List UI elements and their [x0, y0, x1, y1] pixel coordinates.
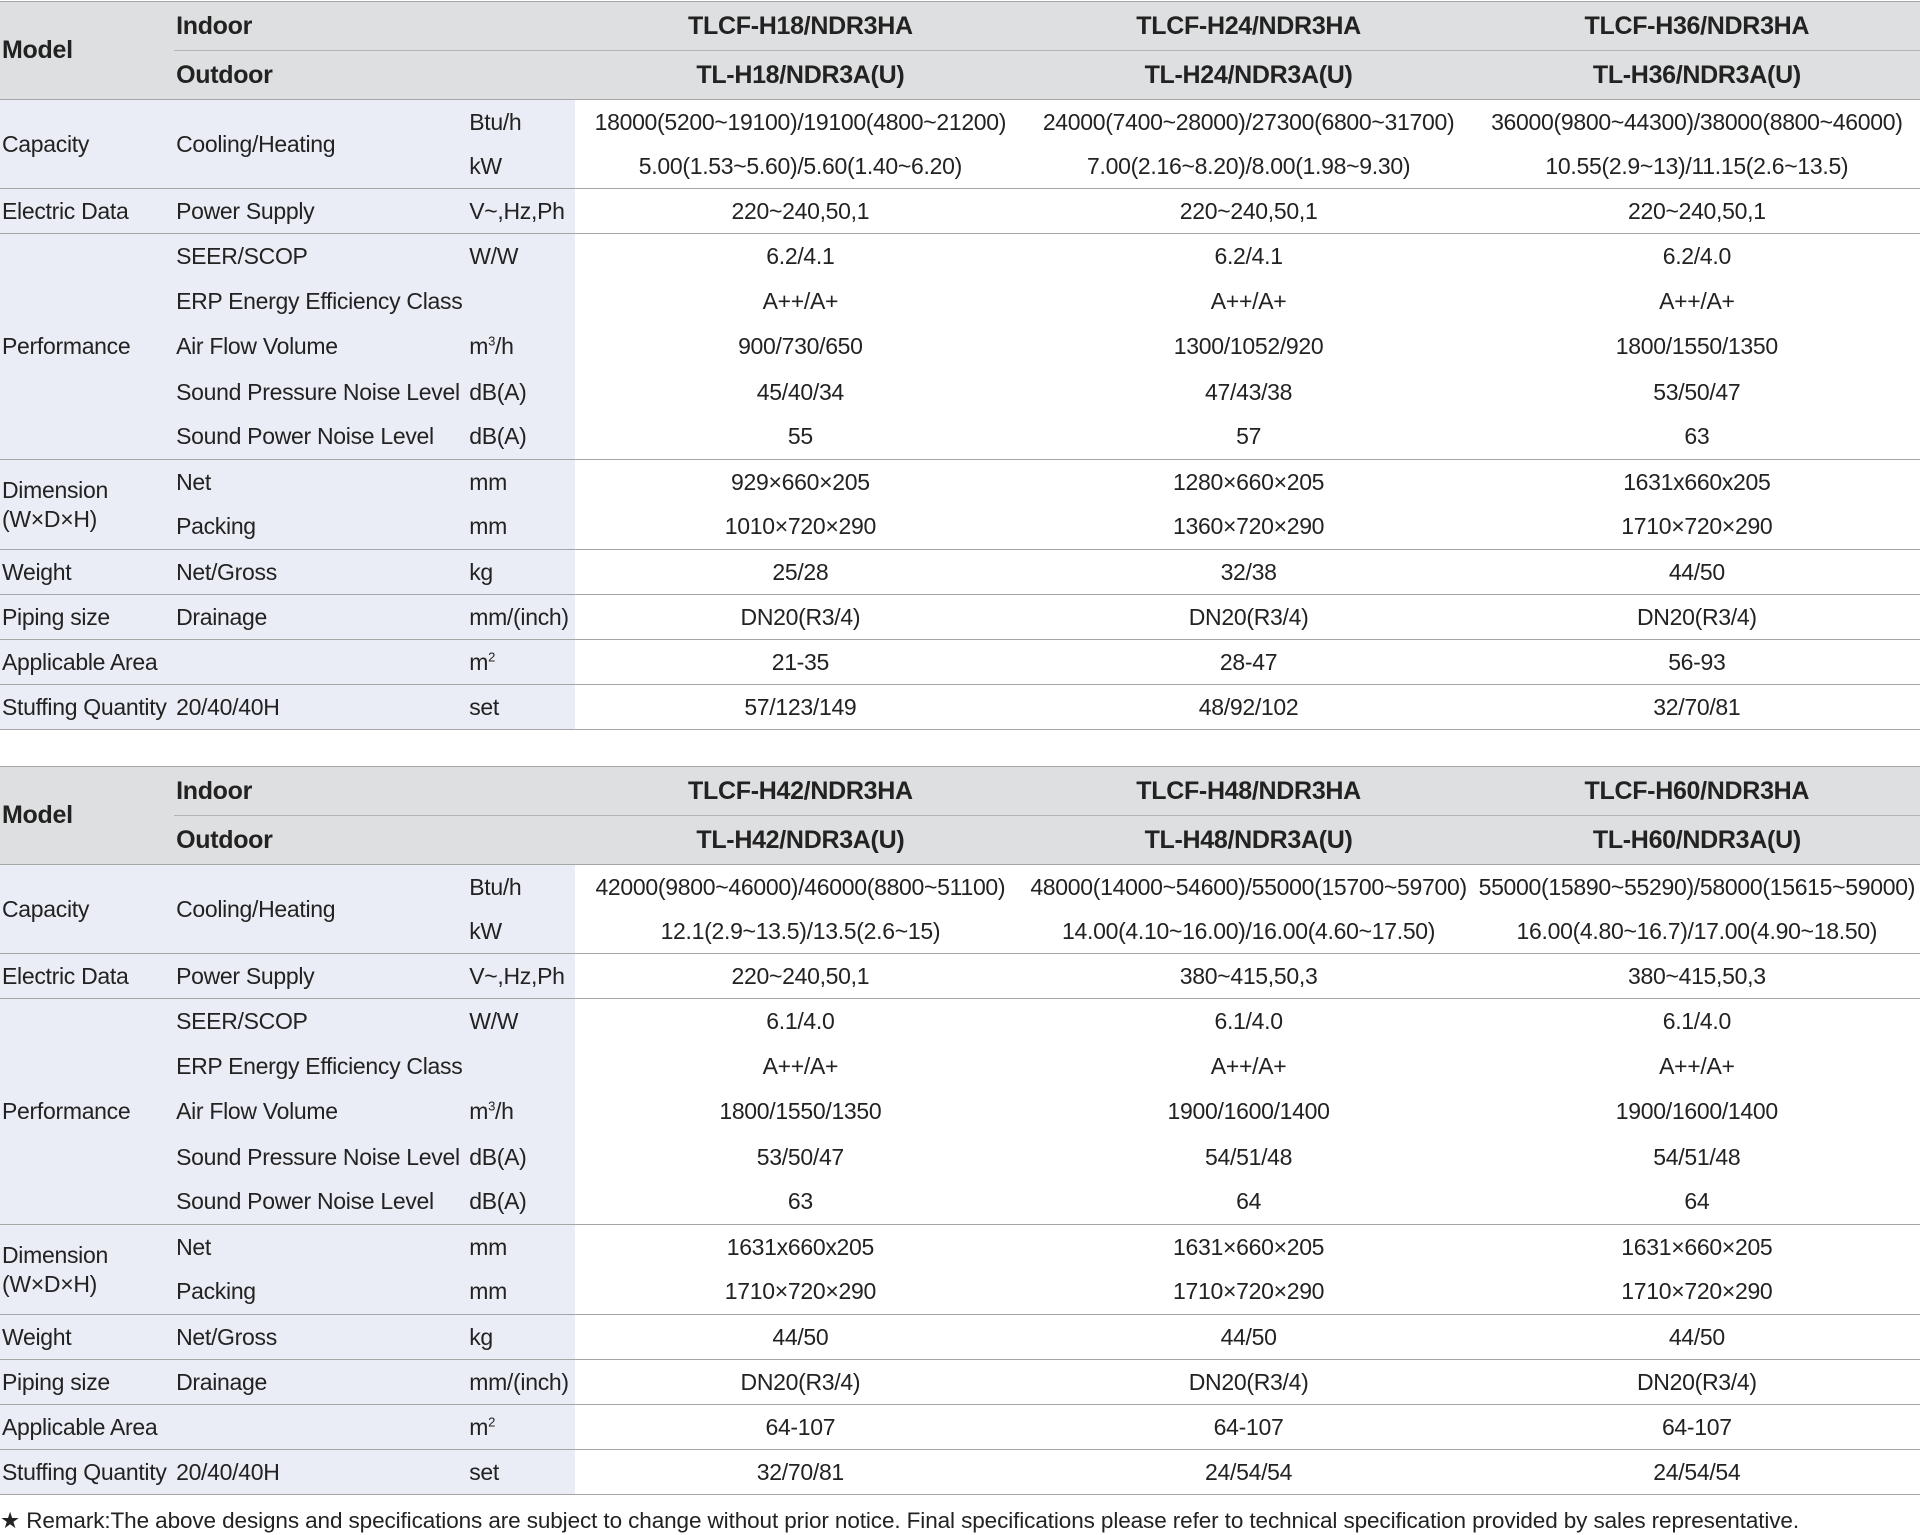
electric-data-label: Electric Data	[0, 189, 174, 234]
airflow-value: 1300/1052/920	[1023, 324, 1471, 370]
ww-unit: W/W	[467, 234, 575, 279]
drainage-value: DN20(R3/4)	[575, 1360, 1023, 1405]
area-value: 64-107	[1023, 1405, 1471, 1450]
packing-label: Packing	[174, 1270, 467, 1315]
outdoor-model: TL-H42/NDR3A(U)	[575, 816, 1023, 865]
power-supply-label: Power Supply	[174, 954, 467, 999]
sound-pressure-row	[0, 1135, 1920, 1180]
cooling-heating-label: Cooling/Heating	[174, 865, 467, 954]
power-value: 220~240,50,1	[575, 189, 1023, 234]
capacity-kw-value: 5.00(1.53~5.60)/5.60(1.40~6.20)	[575, 145, 1023, 189]
capacity-kw-value: 7.00(2.16~8.20)/8.00(1.98~9.30)	[1023, 145, 1471, 189]
packing-dim-value: 1710×720×290	[1023, 1270, 1471, 1315]
indoor-model: TLCF-H60/NDR3HA	[1472, 767, 1920, 816]
net-gross-label: Net/Gross	[174, 1315, 467, 1360]
indoor-model: TLCF-H24/NDR3HA	[1023, 2, 1471, 51]
performance-label: Performance	[0, 234, 174, 460]
air-flow-label: Air Flow Volume	[174, 1089, 467, 1135]
packing-dim-value: 1010×720×290	[575, 505, 1023, 550]
indoor-model: TLCF-H18/NDR3HA	[575, 2, 1023, 51]
net-dim-value: 1631×660×205	[1023, 1225, 1471, 1270]
indoor-model: TLCF-H36/NDR3HA	[1472, 2, 1920, 51]
cooling-heating-label: Cooling/Heating	[174, 100, 467, 189]
capacity-btu-value: 48000(14000~54600)/55000(15700~59700)	[1023, 865, 1471, 910]
drainage-value: DN20(R3/4)	[1472, 595, 1920, 640]
mm-unit: mm	[467, 1270, 575, 1315]
net-dim-value: 1280×660×205	[1023, 460, 1471, 505]
weight-value: 44/50	[575, 1315, 1023, 1360]
weight-row	[0, 550, 1920, 595]
spl-value: 54/51/48	[1472, 1135, 1920, 1180]
swl-value: 63	[1472, 415, 1920, 460]
packing-dim-value: 1360×720×290	[1023, 505, 1471, 550]
dba-unit: dB(A)	[467, 1180, 575, 1225]
power-value: 220~240,50,1	[575, 954, 1023, 999]
net-dim-value: 1631x660x205	[1472, 460, 1920, 505]
kg-unit: kg	[467, 1315, 575, 1360]
outdoor-model: TL-H36/NDR3A(U)	[1472, 51, 1920, 100]
kw-unit: kW	[467, 910, 575, 954]
power-unit: V~,Hz,Ph	[467, 189, 575, 234]
dba-unit: dB(A)	[467, 415, 575, 460]
piping-row	[0, 1360, 1920, 1405]
outdoor-label: Outdoor	[174, 816, 575, 865]
airflow-value: 1800/1550/1350	[1472, 324, 1920, 370]
dimension-label: Dimension (W×D×H)	[0, 1225, 174, 1315]
airflow-value: 900/730/650	[575, 324, 1023, 370]
erp-row	[0, 1044, 1920, 1089]
indoor-model: TLCF-H48/NDR3HA	[1023, 767, 1471, 816]
net-dim-value: 1631x660x205	[575, 1225, 1023, 1270]
airflow-value: 1900/1600/1400	[1472, 1089, 1920, 1135]
seer-scop-row	[0, 999, 1920, 1044]
piping-label: Piping size	[0, 1360, 174, 1405]
piping-label: Piping size	[0, 595, 174, 640]
mm-inch-unit: mm/(inch)	[467, 1360, 575, 1405]
applicable-area-label: Applicable Area	[0, 640, 174, 685]
power-supply-label: Power Supply	[174, 189, 467, 234]
area-value: 64-107	[575, 1405, 1023, 1450]
seer-scop-row	[0, 234, 1920, 279]
capacity-btu-value: 36000(9800~44300)/38000(8800~46000)	[1472, 100, 1920, 145]
outdoor-model: TL-H18/NDR3A(U)	[575, 51, 1023, 100]
container-label: 20/40/40H	[174, 1450, 467, 1495]
sound-power-label: Sound Power Noise Level	[174, 1180, 467, 1225]
capacity-btu-value: 24000(7400~28000)/27300(6800~31700)	[1023, 100, 1471, 145]
capacity-btu-value: 42000(9800~46000)/46000(8800~51100)	[575, 865, 1023, 910]
kw-unit: kW	[467, 145, 575, 189]
area-empty	[174, 640, 467, 685]
air-flow-row	[0, 1089, 1920, 1135]
stuffing-value: 32/70/81	[575, 1450, 1023, 1495]
spl-value: 47/43/38	[1023, 370, 1471, 415]
container-label: 20/40/40H	[174, 685, 467, 730]
seer-scop-label: SEER/SCOP	[174, 999, 467, 1044]
mm-inch-unit: mm/(inch)	[467, 595, 575, 640]
area-row	[0, 640, 1920, 685]
power-value: 380~415,50,3	[1023, 954, 1471, 999]
stuffing-value: 32/70/81	[1472, 685, 1920, 730]
mm-unit: mm	[467, 460, 575, 505]
weight-label: Weight	[0, 550, 174, 595]
capacity-kw-value: 16.00(4.80~16.7)/17.00(4.90~18.50)	[1472, 910, 1920, 954]
sound-pressure-label: Sound Pressure Noise Level	[174, 370, 467, 415]
sound-pressure-row	[0, 370, 1920, 415]
electric-data-label: Electric Data	[0, 954, 174, 999]
erp-label: ERP Energy Efficiency Class	[174, 279, 575, 324]
remark-note: ★ Remark:The above designs and specifications are subject to change without prior notice. Final specifications please refer to technical specification provided by sales representative.	[0, 1508, 1799, 1533]
set-unit: set	[467, 685, 575, 730]
indoor-label: Indoor	[174, 2, 575, 51]
capacity-btu-row	[0, 865, 1920, 910]
capacity-label: Capacity	[0, 100, 174, 189]
dimension-net-row	[0, 1225, 1920, 1270]
erp-row	[0, 279, 1920, 324]
swl-value: 55	[575, 415, 1023, 460]
area-value: 21-35	[575, 640, 1023, 685]
packing-dim-value: 1710×720×290	[1472, 1270, 1920, 1315]
stuffing-value: 24/54/54	[1023, 1450, 1471, 1495]
spl-value: 53/50/47	[575, 1135, 1023, 1180]
seer-value: 6.2/4.0	[1472, 234, 1920, 279]
outdoor-model-row	[0, 816, 1920, 865]
net-label: Net	[174, 1225, 467, 1270]
erp-value: A++/A+	[1472, 1044, 1920, 1089]
erp-value: A++/A+	[575, 1044, 1023, 1089]
outdoor-model-row	[0, 51, 1920, 100]
power-value: 220~240,50,1	[1472, 189, 1920, 234]
seer-value: 6.1/4.0	[1472, 999, 1920, 1044]
stuffing-label: Stuffing Quantity	[0, 1450, 174, 1495]
outdoor-model: TL-H60/NDR3A(U)	[1472, 816, 1920, 865]
mm-unit: mm	[467, 505, 575, 550]
airflow-value: 1800/1550/1350	[575, 1089, 1023, 1135]
seer-value: 6.1/4.0	[1023, 999, 1471, 1044]
m2-unit: $m^2$	[467, 640, 575, 685]
stuffing-value: 57/123/149	[575, 685, 1023, 730]
packing-dim-value: 1710×720×290	[1472, 505, 1920, 550]
outdoor-label: Outdoor	[174, 51, 575, 100]
seer-value: 6.2/4.1	[575, 234, 1023, 279]
drainage-value: DN20(R3/4)	[575, 595, 1023, 640]
power-value: 220~240,50,1	[1023, 189, 1471, 234]
btu-unit: Btu/h	[467, 100, 575, 145]
dba-unit: dB(A)	[467, 370, 575, 415]
swl-value: 64	[1023, 1180, 1471, 1225]
weight-value: 32/38	[1023, 550, 1471, 595]
seer-scop-label: SEER/SCOP	[174, 234, 467, 279]
btu-unit: Btu/h	[467, 865, 575, 910]
sound-power-row	[0, 1180, 1920, 1225]
piping-row	[0, 595, 1920, 640]
kg-unit: kg	[467, 550, 575, 595]
stuffing-label: Stuffing Quantity	[0, 685, 174, 730]
dimension-net-row	[0, 460, 1920, 505]
capacity-label: Capacity	[0, 865, 174, 954]
weight-value: 44/50	[1472, 550, 1920, 595]
performance-label: Performance	[0, 999, 174, 1225]
sound-power-label: Sound Power Noise Level	[174, 415, 467, 460]
indoor-model-row	[0, 2, 1920, 51]
capacity-kw-value: 14.00(4.10~16.00)/16.00(4.60~17.50)	[1023, 910, 1471, 954]
erp-value: A++/A+	[1023, 279, 1471, 324]
swl-value: 64	[1472, 1180, 1920, 1225]
net-label: Net	[174, 460, 467, 505]
erp-label: ERP Energy Efficiency Class	[174, 1044, 575, 1089]
ww-unit: W/W	[467, 999, 575, 1044]
applicable-area-label: Applicable Area	[0, 1405, 174, 1450]
spl-value: 54/51/48	[1023, 1135, 1471, 1180]
outdoor-model: TL-H48/NDR3A(U)	[1023, 816, 1471, 865]
drainage-value: DN20(R3/4)	[1023, 595, 1471, 640]
swl-value: 57	[1023, 415, 1471, 460]
air-flow-row	[0, 324, 1920, 370]
m2-unit: $m^2$	[467, 1405, 575, 1450]
capacity-kw-value: 12.1(2.9~13.5)/13.5(2.6~15)	[575, 910, 1023, 954]
drainage-value: DN20(R3/4)	[1023, 1360, 1471, 1405]
m3h-unit: $m^3/h$	[467, 1089, 575, 1135]
spec-table-1	[0, 1, 1920, 730]
air-flow-label: Air Flow Volume	[174, 324, 467, 370]
area-value: 28-47	[1023, 640, 1471, 685]
model-label: Model	[0, 767, 174, 865]
dimension-packing-row	[0, 505, 1920, 550]
sound-power-row	[0, 415, 1920, 460]
spec-table-2	[0, 766, 1920, 1495]
weight-row	[0, 1315, 1920, 1360]
area-value: 56-93	[1472, 640, 1920, 685]
weight-label: Weight	[0, 1315, 174, 1360]
net-dim-value: 929×660×205	[575, 460, 1023, 505]
packing-dim-value: 1710×720×290	[575, 1270, 1023, 1315]
weight-value: 44/50	[1472, 1315, 1920, 1360]
dimension-packing-row	[0, 1270, 1920, 1315]
net-dim-value: 1631×660×205	[1472, 1225, 1920, 1270]
model-label: Model	[0, 2, 174, 100]
dba-unit: dB(A)	[467, 1135, 575, 1180]
capacity-kw-value: 10.55(2.9~13)/11.15(2.6~13.5)	[1472, 145, 1920, 189]
weight-value: 25/28	[575, 550, 1023, 595]
drainage-label: Drainage	[174, 595, 467, 640]
drainage-label: Drainage	[174, 1360, 467, 1405]
seer-value: 6.1/4.0	[575, 999, 1023, 1044]
power-value: 380~415,50,3	[1472, 954, 1920, 999]
erp-value: A++/A+	[575, 279, 1023, 324]
stuffing-row	[0, 1450, 1920, 1495]
erp-value: A++/A+	[1472, 279, 1920, 324]
indoor-model-row	[0, 767, 1920, 816]
net-gross-label: Net/Gross	[174, 550, 467, 595]
spl-value: 53/50/47	[1472, 370, 1920, 415]
swl-value: 63	[575, 1180, 1023, 1225]
outdoor-model: TL-H24/NDR3A(U)	[1023, 51, 1471, 100]
seer-value: 6.2/4.1	[1023, 234, 1471, 279]
power-supply-row	[0, 189, 1920, 234]
packing-label: Packing	[174, 505, 467, 550]
stuffing-value: 24/54/54	[1472, 1450, 1920, 1495]
weight-value: 44/50	[1023, 1315, 1471, 1360]
spl-value: 45/40/34	[575, 370, 1023, 415]
stuffing-value: 48/92/102	[1023, 685, 1471, 730]
power-supply-row	[0, 954, 1920, 999]
set-unit: set	[467, 1450, 575, 1495]
m3h-unit: $m^3/h$	[467, 324, 575, 370]
mm-unit: mm	[467, 1225, 575, 1270]
sound-pressure-label: Sound Pressure Noise Level	[174, 1135, 467, 1180]
area-value: 64-107	[1472, 1405, 1920, 1450]
erp-value: A++/A+	[1023, 1044, 1471, 1089]
capacity-btu-value: 18000(5200~19100)/19100(4800~21200)	[575, 100, 1023, 145]
stuffing-row	[0, 685, 1920, 730]
area-row	[0, 1405, 1920, 1450]
area-empty	[174, 1405, 467, 1450]
dimension-label: Dimension (W×D×H)	[0, 460, 174, 550]
power-unit: V~,Hz,Ph	[467, 954, 575, 999]
capacity-btu-row	[0, 100, 1920, 145]
indoor-label: Indoor	[174, 767, 575, 816]
drainage-value: DN20(R3/4)	[1472, 1360, 1920, 1405]
indoor-model: TLCF-H42/NDR3HA	[575, 767, 1023, 816]
capacity-btu-value: 55000(15890~55290)/58000(15615~59000)	[1472, 865, 1920, 910]
airflow-value: 1900/1600/1400	[1023, 1089, 1471, 1135]
